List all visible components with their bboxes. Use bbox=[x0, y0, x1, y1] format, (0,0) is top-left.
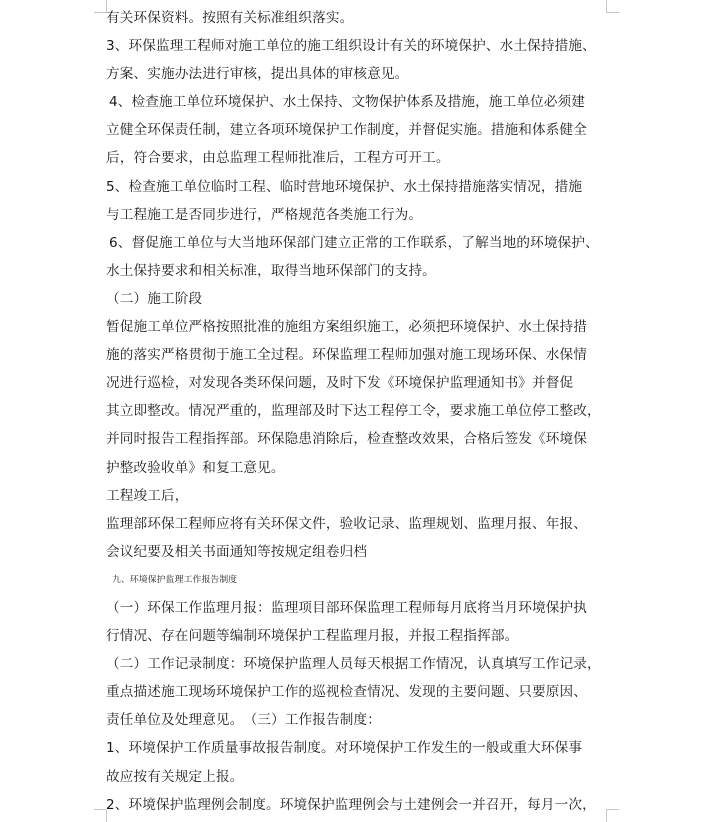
text-line: 与工程施工是否同步进行，严格规范各类施工行为。 bbox=[106, 206, 423, 223]
text-line: 并同时报告工程指挥部。环保隐患消除后，检查整改效果，合格后签发《环境保 bbox=[106, 431, 588, 448]
text-line: 2、环境保护监理例会制度。环境保护监理例会与土建例会一并召开，每月一次， bbox=[106, 796, 596, 813]
text-line: 监理部环保工程师应将有关环保文件，验收记录、监理规划、监理月报、年报、 bbox=[106, 515, 588, 532]
text-line: 工程竣工后， bbox=[106, 487, 189, 504]
text-line: 3、环保监理工程师对施工单位的施工组织设计有关的环境保护、水土保持措施、 bbox=[106, 38, 596, 55]
text-line: 行情况、存在问题等编制环境保护工程监理月报，并报工程指挥部。 bbox=[106, 628, 519, 645]
text-line: 故应按有关规定上报。 bbox=[106, 768, 244, 785]
text-line: （二）工作记录制度：环境保护监理人员每天根据工作情况，认真填写工作记录， bbox=[106, 656, 601, 673]
text-line: 护整改验收单》和复工意见。 bbox=[106, 459, 285, 476]
text-line: 其立即整改。情况严重的，监理部及时下达工程停工令，要求施工单位停工整改， bbox=[106, 403, 601, 420]
text-line: 况进行巡检，对发现各类环保问题，及时下发《环境保护监理通知书》并督促 bbox=[106, 375, 574, 392]
text-line: 施的落实严格贯彻于施工全过程。环保监理工程师加强对施工现场环保、水保情 bbox=[106, 347, 588, 364]
text-line: （一）环保工作监理月报：监理项目部环保监理工程师每月底将当月环境保护执 bbox=[106, 599, 588, 616]
text-line: 暂促施工单位严格按照批准的施组方案组织施工，必须把环境保护、水土保持措 bbox=[106, 319, 588, 336]
text-line: 责任单位及处理意见。 （三）工作报告制度： bbox=[106, 712, 382, 729]
text-line: 重点描述施工现场环境保护工作的巡视检查情况、发现的主要问题、只要原因、 bbox=[106, 684, 588, 701]
text-line: 会议纪要及相关书面通知等按规定组卷归档 bbox=[106, 543, 368, 560]
text-line: 水土保持要求和相关标准，取得当地环保部门的支持。 bbox=[106, 262, 436, 279]
text-line: 6、督促施工单位与大当地环保部门建立正常的工作联系，了解当地的环境保护、 bbox=[109, 234, 599, 251]
document-body bbox=[106, 4, 608, 819]
text-line: 5、检查施工单位临时工程、临时营地环境保护、水土保持措施落实情况，措施 bbox=[106, 178, 583, 195]
text-line: 立健全环保责任制，建立各项环境保护工作制度，并督促实施。措施和体系健全 bbox=[106, 122, 588, 139]
text-line: 后，符合要求，由总监理工程师批准后，工程方可开工。 bbox=[106, 150, 450, 167]
section-heading: （二）施工阶段 bbox=[106, 290, 203, 307]
text-line: 4、检查施工单位环境保护、水土保持、文物保护体系及措施，施工单位必须建 bbox=[109, 94, 586, 111]
text-line: 有关环保资料。按照有关标准组织落实。 bbox=[106, 10, 354, 26]
text-line: 1、环境保护工作质量事故报告制度。对环境保护工作发生的一般或重大环保事 bbox=[106, 740, 583, 757]
text-line: 方案、实施办法进行审核，提出具体的审核意见。 bbox=[106, 66, 409, 83]
section-heading: 九、环境保护监理工作报告制度 bbox=[112, 574, 238, 585]
